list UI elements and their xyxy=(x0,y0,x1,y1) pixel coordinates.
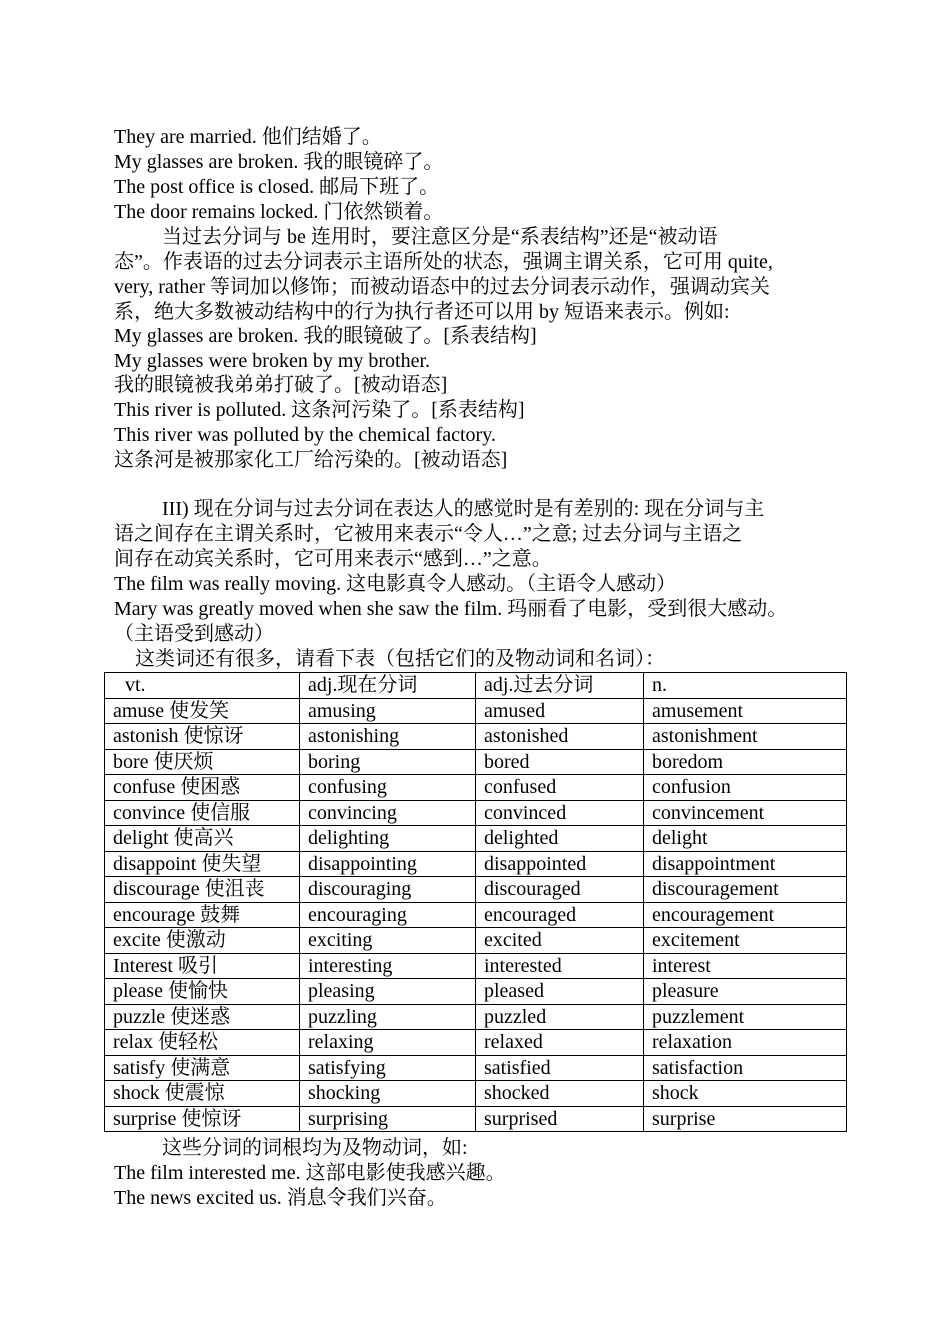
example-sentence: They are married. 他们结婚了。 xyxy=(114,126,382,148)
table-cell: astonishment xyxy=(644,724,847,750)
table-header-row xyxy=(105,673,847,699)
example-sentence: 这条河是被那家化工厂给污染的。[被动语态] xyxy=(114,449,508,471)
example-sentence: The film interested me. 这部电影使我感兴趣。 xyxy=(114,1162,506,1184)
table-cell: surprise 使惊讶 xyxy=(105,1106,300,1132)
table-cell: encouraging xyxy=(300,902,476,928)
table-cell: disappointed xyxy=(476,851,644,877)
table-cell: please 使愉快 xyxy=(105,979,300,1005)
table-cell: convincing xyxy=(300,800,476,826)
table-cell: amuse 使发笑 xyxy=(105,698,300,724)
table-cell: puzzlement xyxy=(644,1004,847,1030)
table-cell: shocking xyxy=(300,1081,476,1107)
table-row xyxy=(105,877,847,903)
table-cell: satisfying xyxy=(300,1055,476,1081)
table-cell: convinced xyxy=(476,800,644,826)
table-cell: bore 使厌烦 xyxy=(105,749,300,775)
paragraph-line: 当过去分词与 be 连用时，要注意区分是“系表结构”还是“被动语 xyxy=(162,226,718,248)
paragraph-line: 态”。作表语的过去分词表示主语所处的状态，强调主谓关系，它可用 quite, xyxy=(114,251,773,273)
paragraph-line: very, rather 等词加以修饰；而被动语态中的过去分词表示动作，强调动宾关 xyxy=(114,276,770,298)
table-row xyxy=(105,800,847,826)
table-row xyxy=(105,979,847,1005)
table-cell: bored xyxy=(476,749,644,775)
table-cell: astonishing xyxy=(300,724,476,750)
table-row xyxy=(105,724,847,750)
paragraph-line: 间存在动宾关系时，它可用来表示“感到…”之意。 xyxy=(114,548,552,570)
table-cell: confusion xyxy=(644,775,847,801)
table-cell: puzzle 使迷惑 xyxy=(105,1004,300,1030)
table-cell: delighted xyxy=(476,826,644,852)
table-cell: excitement xyxy=(644,928,847,954)
example-sentence: The news excited us. 消息令我们兴奋。 xyxy=(114,1187,447,1209)
table-cell: relaxation xyxy=(644,1030,847,1056)
table-cell: surprised xyxy=(476,1106,644,1132)
table-cell: confusing xyxy=(300,775,476,801)
table-cell: shocked xyxy=(476,1081,644,1107)
table-cell: amused xyxy=(476,698,644,724)
table-intro: 这类词还有很多，请看下表（包括它们的及物动词和名词）： xyxy=(135,648,665,670)
table-cell: puzzled xyxy=(476,1004,644,1030)
table-cell: amusing xyxy=(300,698,476,724)
header-cell: n. xyxy=(644,673,847,699)
table-cell: shock 使震惊 xyxy=(105,1081,300,1107)
table-row xyxy=(105,1004,847,1030)
table-row xyxy=(105,953,847,979)
table-cell: satisfied xyxy=(476,1055,644,1081)
table-cell: discourage 使沮丧 xyxy=(105,877,300,903)
table-cell: pleased xyxy=(476,979,644,1005)
example-sentence: The door remains locked. 门依然锁着。 xyxy=(114,201,444,223)
table-cell: satisfaction xyxy=(644,1055,847,1081)
table-cell: excite 使激动 xyxy=(105,928,300,954)
table-row xyxy=(105,1055,847,1081)
table-row xyxy=(105,749,847,775)
table-cell: confused xyxy=(476,775,644,801)
table-cell: disappointing xyxy=(300,851,476,877)
example-sentence: My glasses are broken. 我的眼镜碎了。 xyxy=(114,151,444,173)
header-cell: vt. xyxy=(105,673,300,699)
table-cell: relaxing xyxy=(300,1030,476,1056)
header-cell: adj.过去分词 xyxy=(476,673,644,699)
table-cell: encouragement xyxy=(644,902,847,928)
table-cell: shock xyxy=(644,1081,847,1107)
table-row xyxy=(105,1030,847,1056)
example-sentence: The post office is closed. 邮局下班了。 xyxy=(114,176,440,198)
table-cell: satisfy 使满意 xyxy=(105,1055,300,1081)
example-sentence: 我的眼镜被我弟弟打破了。[被动语态] xyxy=(114,374,448,396)
table-row xyxy=(105,698,847,724)
table-cell: Interest 吸引 xyxy=(105,953,300,979)
table-cell: relaxed xyxy=(476,1030,644,1056)
table-cell: encourage 鼓舞 xyxy=(105,902,300,928)
table-cell: discouragement xyxy=(644,877,847,903)
paragraph-line: III) 现在分词与过去分词在表达人的感觉时是有差别的: 现在分词与主 xyxy=(162,498,765,520)
table-cell: disappointment xyxy=(644,851,847,877)
table-cell: exciting xyxy=(300,928,476,954)
example-sentence: This river was polluted by the chemical factory. xyxy=(114,424,496,446)
table-row xyxy=(105,826,847,852)
table-cell: astonished xyxy=(476,724,644,750)
table-cell: boring xyxy=(300,749,476,775)
table-row xyxy=(105,851,847,877)
table-row xyxy=(105,928,847,954)
table-cell: delight xyxy=(644,826,847,852)
example-sentence: Mary was greatly moved when she saw the film. 玛丽看了电影，受到很大感动。 xyxy=(114,598,788,620)
table-row xyxy=(105,902,847,928)
example-sentence: The film was really moving. 这电影真令人感动。（主语令人感动） xyxy=(114,573,677,595)
table-cell: surprising xyxy=(300,1106,476,1132)
table-cell: convince 使信服 xyxy=(105,800,300,826)
paragraph-line: 语之间存在主谓关系时，它被用来表示“令人…”之意; 过去分词与主语之 xyxy=(114,523,743,545)
paragraph-line: 系，绝大多数被动结构中的行为执行者还可以用 by 短语来表示。例如: xyxy=(114,301,730,323)
table-cell: astonish 使惊讶 xyxy=(105,724,300,750)
table-row xyxy=(105,1081,847,1107)
example-sentence: （主语受到感动） xyxy=(114,623,274,645)
table-cell: disappoint 使失望 xyxy=(105,851,300,877)
table-cell: boredom xyxy=(644,749,847,775)
table-cell: amusement xyxy=(644,698,847,724)
table-cell: excited xyxy=(476,928,644,954)
table-cell: delight 使高兴 xyxy=(105,826,300,852)
table-row xyxy=(105,1106,847,1132)
table-cell: encouraged xyxy=(476,902,644,928)
table-cell: puzzling xyxy=(300,1004,476,1030)
table-cell: discouraging xyxy=(300,877,476,903)
table-row xyxy=(105,775,847,801)
example-sentence: This river is polluted. 这条河污染了。[系表结构] xyxy=(114,399,525,421)
table-cell: convincement xyxy=(644,800,847,826)
table-cell: interested xyxy=(476,953,644,979)
example-sentence: My glasses are broken. 我的眼镜破了。[系表结构] xyxy=(114,325,537,347)
table-cell: discouraged xyxy=(476,877,644,903)
table-cell: pleasure xyxy=(644,979,847,1005)
participle-table xyxy=(104,672,847,1132)
header-cell: adj.现在分词 xyxy=(300,673,476,699)
paragraph-line: 这些分词的词根均为及物动词，如: xyxy=(162,1137,468,1159)
table-cell: confuse 使困惑 xyxy=(105,775,300,801)
example-sentence: My glasses were broken by my brother. xyxy=(114,350,431,372)
table-cell: surprise xyxy=(644,1106,847,1132)
table-cell: interest xyxy=(644,953,847,979)
table-cell: delighting xyxy=(300,826,476,852)
table-cell: relax 使轻松 xyxy=(105,1030,300,1056)
table-cell: pleasing xyxy=(300,979,476,1005)
table-cell: interesting xyxy=(300,953,476,979)
